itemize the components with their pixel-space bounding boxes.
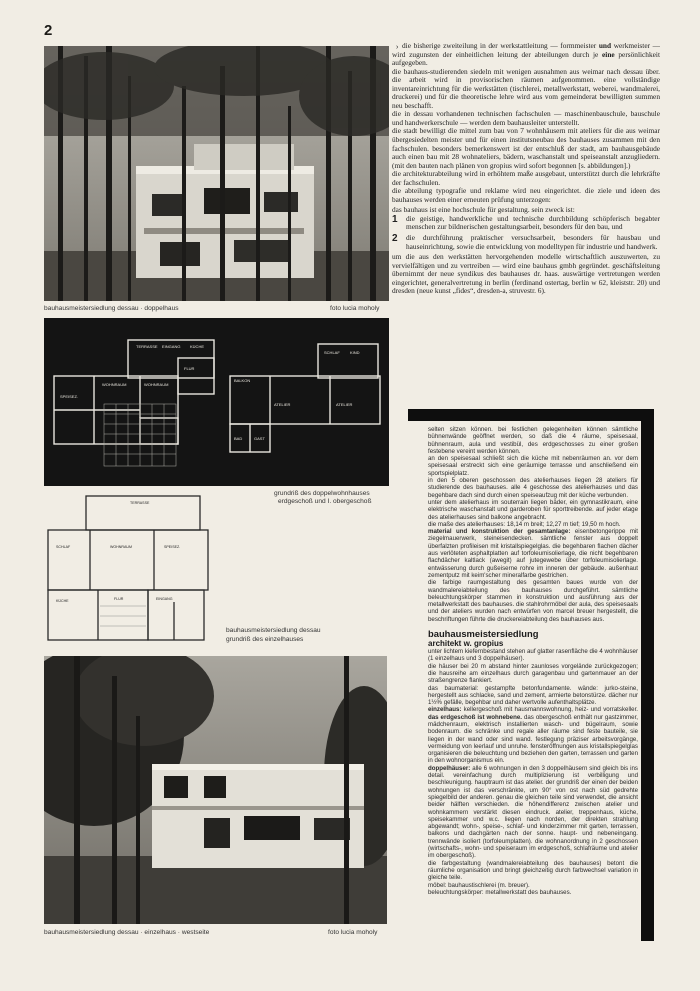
plan-label: EINGANG xyxy=(162,344,181,349)
insert-paragraph: möbel: bauhaustischlerei (m. breuer). xyxy=(428,881,530,889)
caption-photo1-credit: foto lucia moholy xyxy=(330,305,380,312)
plan-label: KIND xyxy=(350,350,360,355)
insert-paragraph: in den 5 oberen geschossen des atelierhauses liegen 28 ateliers für studierende des bauhauses. alle 4 geschosse des atelierhauses und das begehbare dach sind durch einen speiseaufzug mit der küche verbunden. xyxy=(428,477,638,499)
insert-paragraph: die häuser bei 20 m abstand hinter zaunloses vorgelände zurückgezogen; die hausreihe am einzelhaus durch garagenbau und gartenmauer an der straßengrenze flankiert. xyxy=(428,662,638,685)
caption-plan2-line1: bauhausmeistersiedlung dessau xyxy=(226,627,321,634)
item-text: die durchführung praktischer versuchsarbeit, besonders für hausbau und hauseinrichtung, sowie die entwicklung von modelltypen für industrie und handwerk. xyxy=(406,233,660,251)
plan-label: FLUR xyxy=(114,597,124,601)
photo-doppelhaus xyxy=(44,46,389,301)
plan-label: FLUR xyxy=(184,366,195,371)
divider-bar-side xyxy=(641,409,654,941)
plan-label: WOHNRAUM xyxy=(144,382,169,387)
plan-label: ATELIER xyxy=(336,402,353,407)
insert-paragraph: einzelhaus: kellergeschoß mit hausmannswohnung, heiz- und vorratskeller. das erdgeschoß ist wohnebene. das obergeschoß enthält nur gastzimmer, mädchenraum, elektrisch installierten wasch- und bügelraum, sowie bodenraum. die schränke und regale aller räume sind feste bauteile, sie liegen in der wand oder sind wand. festlegung präziser arbeitsvorgänge, vermeidung von leerlauf und unruhe. fensteröffnungen aus kristallspiegelglas organisieren die beleuchtung und beziehen den garten, terrassen und garten in den wohnorganismus ein. xyxy=(428,706,639,765)
floorplan-einzelhaus xyxy=(44,492,224,644)
insert-paragraph: die maße des atelierhauses: 18,14 m breit; 12,27 m tief; 19,50 m hoch. xyxy=(428,520,621,528)
divider-bar-left xyxy=(408,409,420,421)
caption-plan1-line2: erdgeschoß und I. obergeschoß xyxy=(278,498,372,505)
item-text: die geistige, handwerkliche und technische durchbildung schöpferisch begabter menschen zur bildnerischen gestaltungsarbeit, besonders für den bau, und xyxy=(406,213,660,232)
item-number: 2 xyxy=(392,233,398,245)
plan-label: BALKON xyxy=(234,378,251,383)
caption-photo2: bauhausmeistersiedlung dessau · einzelhaus · westseite xyxy=(44,929,210,936)
photo-einzelhaus xyxy=(44,656,387,924)
insert-paragraph: die farbgestaltung (wandmalereiabteilung des bauhauses) betont die räumliche organisation und bringt gleichzeitig durch farbwechsel variation in gleiche teile. xyxy=(428,859,638,882)
insert-paragraph: an den speisesaal schließt sich die küche mit nebenräumen an. vor dem speisesaal erstreckt sich eine geräumige terrasse und anschließend ein sportspielplatz. xyxy=(428,455,638,477)
plan-label: SPEISEZ. xyxy=(164,545,181,549)
plan-label: SCHLAF xyxy=(324,350,340,355)
article-paragraph: die stadt bewilligt die mittel zum bau von 7 wohnhäusern mit ateliers für die aus weimar übergesiedelten meister und für einen institutsneubau des bauhauses zusammen mit den fachschulen. besonders bemerkenswert ist der entschluß der stadt, am bauhausgebäude auch einen bau mit 28 wohnateliers, bädern, waschanstalt und speiseanstalt anzugliedern. (mit den bauten nach plänen von gropius wird sofort begonnen [s. abbildungen].) xyxy=(392,126,660,170)
plan-label: KÜCHE xyxy=(56,599,69,603)
insert-paragraph: material und konstruktion der gesamtanlage: eisenbetongerippe mit ziegelmauerwerk, steineisendecken. sämtliche fenster aus doppelt überfalzten profileisen mit kristallspiegelglas. die begehbaren flachen dächer aus verlöteten asphaltplatten auf torfoleumisolierlage, die nicht begehbaren flachdächer kaltlack (awegit) auf jutegewebe über torfoleumisolierlage. entwässerung durch gußeiserne rohre im inneren der gebäude. außenhaut zementputz mit keim'scher mineralfarbe gestrichen. xyxy=(428,528,638,579)
floorplan-doppelhaus xyxy=(44,318,389,486)
insert-paragraph: das baumaterial: gestampfte betonfundamente. wände: jurko-steine, hergestellt aus schlacke, sand und zement, armierte betonstürze. dächer nur 1½% gefälle, begehbar und daher wertvolle aufenthaltsplätze. xyxy=(428,684,638,707)
insert-paragraph: unter dem atelierhaus im souterrain liegen bäder, ein gymnastikraum, eine elektrische waschanstalt und garderoben für sporttreibende. auf jeder etage des atelierhauses sind balkone angebracht. xyxy=(428,498,638,521)
article-paragraph: die bisherige zweiteilung in der werkstattleitung — formmeister und werkmeister — wird zugunsten der einheitlichen leitung der abteilungen durch je eine persönlichkeit aufgegeben. xyxy=(392,41,660,68)
page-number: 2 xyxy=(44,22,53,39)
paragraph-marker: › xyxy=(396,44,399,51)
plan-label: EINGANG xyxy=(156,597,173,601)
insert-paragraph: doppelhäuser: alle 6 wohnungen in den 3 doppelhäusern sind gleich bis ins detail. vereinfachung durch multiplizierung ist verbilligung und beschleunigung. hauptraum ist das atelier. der grundriß der einen der beiden wohnungen ist das verschränkte, um 90° von ost nach süd gedrehte spiegelbild der anderen. genau die gleichen teile sind verwendet, die ansicht beider hälften verschieden. die höhendifferenz zwischen atelier und wohnkammern verstärkt diesen eindruck. atelier, treppenhaus, küche, speisekammer und w.c. liegen nach norden, der direkten strahlung abgewandt; wohn-, speise-, schlaf- und kinderzimmer mit garten, terrassen, balkons und dachgärten nach der sonne. haupt- und nebeneingang. trennwände isoliert (torfoleumplatten). die wohnanordnung in 2 geschossen (wirtschafts-, wohn- und speiseraum im erdgeschoß, schlafräume und atelier im obergeschoß). xyxy=(428,764,638,860)
article-paragraph: die in dessau vorhandenen technischen fachschulen — maschinenbauschule, bauschule und handwerkerschule — werden dem bauhausleiter unterstellt. xyxy=(392,109,660,127)
plan-label: ATELIER xyxy=(274,402,291,407)
caption-plan1-line1: grundriß des doppelwohnhauses xyxy=(274,490,370,497)
plan-label: BAD xyxy=(234,436,243,441)
section-headline: bauhausmeistersiedlung xyxy=(428,628,539,640)
plan-label: WOHNRAUM xyxy=(102,382,127,387)
insert-paragraph: selten sitzen können. bei festlichen gelegenheiten können sämtliche bühnenwände geöffnet werden, so daß die 4 räume, speisesaal, bühnenraum, aula und vestibül, des erdgeschosses zu einer großen festebene vereint werden können. xyxy=(428,426,638,455)
plan-label: SCHLAF xyxy=(56,545,71,549)
insert-column xyxy=(428,426,638,896)
plan-label: WOHNRAUM xyxy=(110,545,132,549)
insert-paragraph: unter lichtem kiefernbestand stehen auf glatter rasenfläche die 4 wohnhäuser (1 einzelhaus und 3 doppelhäuser). xyxy=(428,648,638,663)
insert-paragraph: beleuchtungskörper: metallwerkstatt des bauhauses. xyxy=(428,888,572,896)
article-paragraph: die abteilung typografie und reklame wird neu eingerichtet. die ziele und ideen des bauhauses werden einer erneuten prüfung unterzogen: xyxy=(392,186,660,204)
article-paragraph: die architekturabteilung wird in erhöhtem maße ausgebaut, unterstützt durch die lehrkräfte der fachschulen. xyxy=(392,169,660,187)
plan-label: KÜCHE xyxy=(190,344,205,349)
article-paragraph: die bauhaus-studierenden siedeln mit wenigen ausnahmen aus weimar nach dessau über. die arbeit wird in provisorischen räumen aufgenommen. eine vollständige inventareinrichtung für die werkstätten (tischlerei, metallwerkstatt, weberei, wandmalerei, druckerei) und für die theoretische lehre wird aus vom gemeinderat bewilligten summen neu beschafft. xyxy=(392,66,660,110)
article-column xyxy=(392,42,660,296)
caption-photo1: bauhausmeistersiedlung dessau · doppelhaus xyxy=(44,305,179,312)
insert-paragraph: die farbige raumgestaltung des gesamten baues wurde von der wandmalereiabteilung des bauhauses durchgeführt. sämtliche beleuchtungskörper stammen in konstruktion und ausführung aus der metallwerkstatt des bauhauses. die stahlrohrmöbel der aula, des speisesaals und der ateliers wurden nach entwürfen von marcel breuer hergestellt, die beschriftungen führte die druckereiabteilung des bauhauses aus. xyxy=(428,579,638,623)
plan-label: GAST xyxy=(254,436,265,441)
section-subhead: architekt w. gropius xyxy=(428,639,504,649)
caption-plan2-line2: grundriß des einzelhauses xyxy=(226,636,304,643)
article-paragraph: das bauhaus ist eine hochschule für gestaltung. sein zweck ist: xyxy=(392,205,575,215)
divider-bar-top xyxy=(408,409,654,421)
caption-photo2-credit: foto lucia moholy xyxy=(328,929,378,936)
plan-label: SPEISEZ. xyxy=(60,394,79,399)
plan-label: TERRASSE xyxy=(130,501,150,505)
purpose-item-1 xyxy=(392,215,660,232)
purpose-item-2 xyxy=(392,234,660,251)
article-paragraph: um die aus den werkstätten hervorgehenden modelle wirtschaftlich auszuwerten, zu vervielfältigen und zu vertreiben — wird eine bauhaus gmbh gegründet. geschäftsleitung übernimmt der neue syndikus des bauhauses dr. haas. auswärtige vertretungen werden eingerichtet, generalvertretung in berlin (ferdinand ostertag, berlin w 62, kleiststr. 20) und dresden (neue kunst „fides“, dresden-a, struvestr. 6). xyxy=(392,252,660,296)
plan-label: TERRASSE xyxy=(136,344,158,349)
item-number: 1 xyxy=(392,213,398,225)
